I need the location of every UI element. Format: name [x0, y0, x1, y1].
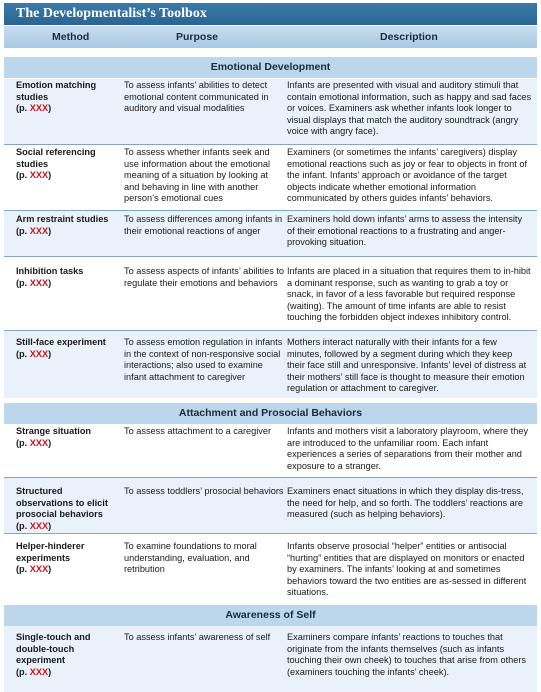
- method-cell: Single-touch and double-touch experiment (p. XXX): [16, 632, 91, 677]
- method-cell: Structured observations to elicit prosocial behaviors (p. XXX): [16, 486, 108, 531]
- page-reference: (p. XXX): [16, 564, 52, 575]
- purpose-cell: To assess infants’ awareness of self: [124, 632, 271, 642]
- table-title: The Developmentalist’s Toolbox: [4, 3, 537, 25]
- column-header-purpose: Purpose: [176, 31, 219, 43]
- description-cell: Infants are presented with visual and auditory stimuli that contain emotional information, such as happy and sad faces or voices. Examiners ask whether infants look longer to visual displays that match the auditory soundtrack (angry voice with angry face).: [287, 80, 532, 137]
- page-reference: (p. XXX): [16, 277, 52, 288]
- method-cell: Still-face experiment (p. XXX): [16, 337, 106, 359]
- description-cell: Infants and mothers visit a laboratory playroom, where they are introduced to the unfamiliar room. Each infant experiences a series of separations from their mother and exposure to a stranger.: [287, 426, 529, 471]
- page-reference: (p. XXX): [16, 666, 52, 677]
- purpose-cell: To assess aspects of infants’ abilities to regulate their emotions and behaviors: [124, 266, 285, 288]
- method-cell: Strange situation (p. XXX): [16, 426, 92, 448]
- page-reference: (p. XXX): [16, 348, 52, 359]
- page-reference: (p. XXX): [16, 225, 52, 236]
- description-cell: Examiners compare infants’ reactions to touches that originate from the infants themselves (such as infants touching their own cheek) to touches that arise from others (examiners touching the infants’ cheek).: [287, 632, 527, 677]
- page-reference: (p. XXX): [16, 103, 52, 114]
- purpose-cell: To assess toddlers’ prosocial behaviors: [124, 486, 284, 496]
- page-reference: (p. XXX): [16, 520, 52, 531]
- description-cell: Examiners enact situations in which they display dis-tress, the need for help, and so forth. The toddlers’ reactions are measured (such as helping behaviors).: [287, 486, 524, 520]
- column-header-description: Description: [380, 31, 438, 43]
- method-cell: Inhibition tasks (p. XXX): [16, 266, 84, 288]
- section-header-awareness-of-self: Awareness of Self: [4, 605, 537, 626]
- description-cell: Mothers interact naturally with their infants for a few minutes, followed by a segment during which they keep their face still and unresponsive. Infants’ level of distress at their mothers’ still face is thought to measure their emotion regulation or attachment to caregiver.: [287, 337, 527, 394]
- method-cell: Arm restraint studies (p. XXX): [16, 214, 109, 236]
- description-cell: Examiners (or sometimes the infants’ caregivers) display emotional reactions such as joy or fear to objects in front of the infant. Infants’ approach or avoidance of the target objects indicate whether emotional information communicated by others guides infants’ behaviors.: [287, 147, 528, 204]
- description-cell: Examiners hold down infants’ arms to assess the intensity of their emotional reactions to a frustrating and anger-provoking situation.: [287, 214, 523, 248]
- section-header-attachment-prosocial: Attachment and Prosocial Behaviors: [4, 403, 537, 424]
- description-cell: Infants observe prosocial “helper” entities or antisocial “hurting” entities that are displayed on monitors or enacted by examiners. The infants’ looking at and sometimes behaviors toward the two entities are as-sessed in different situations.: [287, 541, 527, 598]
- page-reference: (p. XXX): [16, 437, 52, 448]
- method-cell: Emotion matching studies (p. XXX): [16, 80, 97, 114]
- row-divider: [4, 144, 537, 145]
- method-cell: Social referencing studies (p. XXX): [16, 147, 96, 181]
- purpose-cell: To assess differences among infants in their emotional reactions of anger: [124, 214, 283, 236]
- description-cell: Infants are placed in a situation that requires them to in-hibit a dominant response, such as wanting to grab a toy or snack, in favor of a less favorable but required response (waiting). The amount of time infants are able to resist touching the forbidden object indexes inhibitory control.: [287, 266, 531, 323]
- method-cell: Helper-hinderer experiments (p. XXX): [16, 541, 85, 575]
- purpose-cell: To assess whether infants seek and use information about the emotional meaning of a situation by looking at and behaving in line with another person’s emotional cues: [124, 147, 271, 204]
- purpose-cell: To examine foundations to moral understanding, evaluation, and retribution: [124, 541, 257, 575]
- purpose-cell: To assess infants’ abilities to detect emotional content communicated in auditory and visual modalities: [124, 80, 269, 114]
- page-reference: (p. XXX): [16, 170, 52, 181]
- row-divider: [4, 256, 537, 257]
- row-divider: [4, 533, 537, 534]
- purpose-cell: To assess attachment to a caregiver: [124, 426, 272, 436]
- column-header-method: Method: [52, 31, 90, 43]
- purpose-cell: To assess emotion regulation in infants in the context of non-responsive social interactions; also used to examine infant attachment to caregiver: [124, 337, 283, 382]
- column-header-row: [4, 26, 537, 48]
- section-header-emotional-development: Emotional Development: [4, 57, 537, 78]
